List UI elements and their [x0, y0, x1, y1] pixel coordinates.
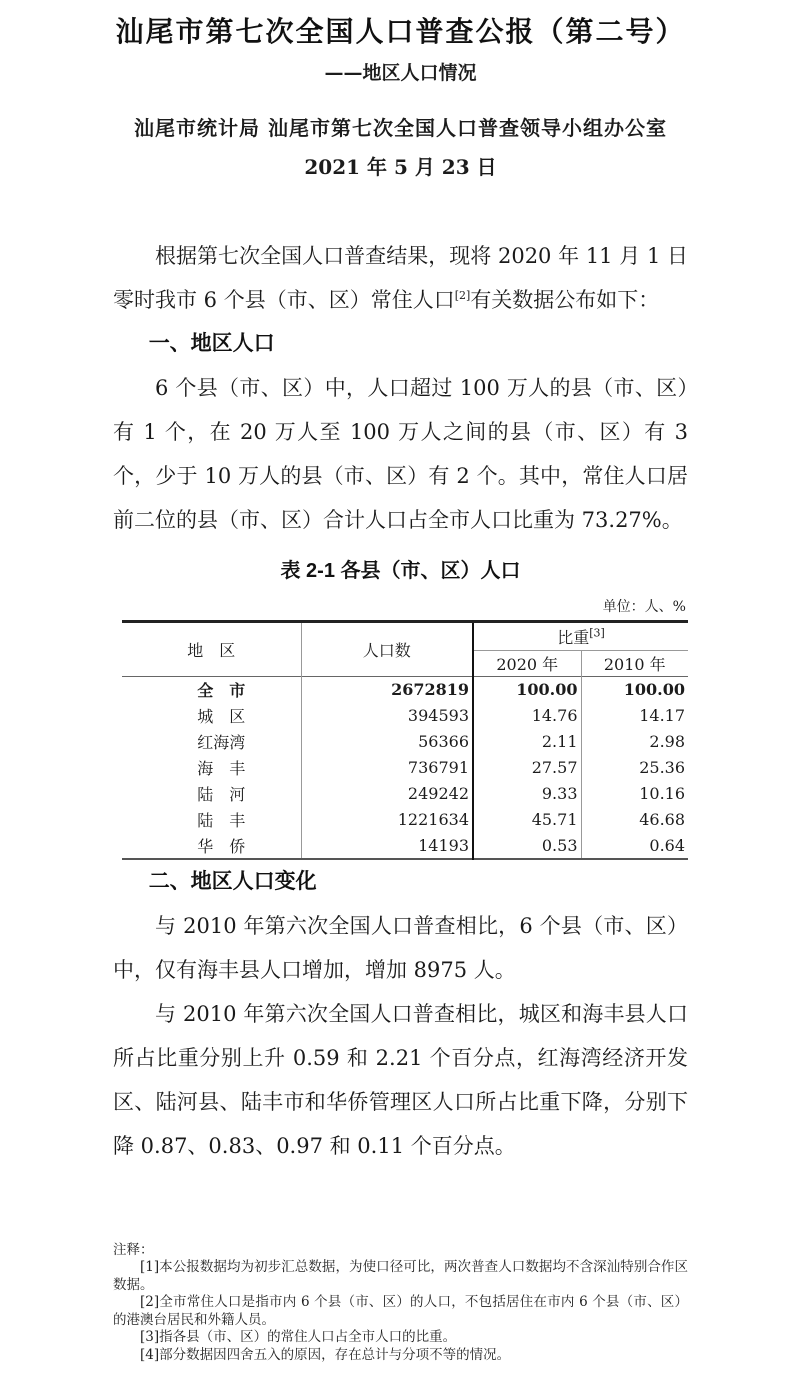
proportion-2020-value: 27.57 [473, 755, 581, 781]
proportion-2010-value: 2.98 [649, 732, 686, 751]
footnote-4: [4]部分数据因四舍五入的原因，存在总计与分项不等的情况。 [140, 1346, 511, 1363]
proportion-2020-value: 0.53 [473, 833, 581, 859]
population-table [122, 620, 688, 860]
region-name: 红海湾 [122, 729, 301, 755]
table-row-lufeng [122, 807, 688, 833]
region-name: 陆 河 [122, 781, 301, 807]
region-name: 全 市 [122, 677, 301, 703]
issuing-agencies: 汕尾市统计局 汕尾市第七次全国人口普查领导小组办公室 [134, 116, 667, 140]
region-name: 华 侨 [122, 833, 301, 859]
table-row-citywide [122, 677, 688, 703]
proportion-2020-value: 2.11 [473, 729, 581, 755]
population-value: 56366 [301, 729, 473, 755]
population-value: 1221634 [301, 807, 473, 833]
proportion-2020-value: 45.71 [473, 807, 581, 833]
proportion-2010-value: 46.68 [639, 810, 686, 829]
table-body [122, 677, 688, 859]
region-name: 陆 丰 [122, 807, 301, 833]
footnote-ref-2: [2] [454, 289, 471, 302]
proportion-2010-value: 100.00 [623, 680, 686, 700]
intro-text-after: 有关数据公布如下： [470, 288, 660, 312]
footnote-ref-3: [3] [589, 626, 605, 640]
intro-paragraph [113, 234, 688, 322]
region-name: 海 丰 [122, 755, 301, 781]
population-table-block [113, 556, 688, 860]
proportion-2020-value: 14.76 [473, 703, 581, 729]
proportion-2010-value: 14.17 [639, 706, 686, 725]
section-2-paragraph-2: 与 2010 年第六次全国人口普查相比，城区和海丰县人口所占比重分别上升 0.59 和 2.21 个百分点，红海湾经济开发区、陆河县、陆丰市和华侨管理区人口所占比重下降，分别下降 0.87、0.83、0.97 和 0.11 个百分点。 [113, 1001, 688, 1158]
proportion-2010-value: 0.64 [649, 835, 686, 855]
proportion-label: 比重 [557, 628, 590, 647]
table-row-honghaiwan [122, 729, 688, 755]
population-value: 2672819 [301, 677, 473, 703]
region-name: 城 区 [122, 703, 301, 729]
section-1-paragraph: 6 个县（市、区）中，人口超过 100 万人的县（市、区）有 1 个，在 20 万人至 100 万人之间的县（市、区）有 3 个，少于 10 万人的县（市、区）有 2 个。其中，常住人口居前二位的县（市、区）合计人口占全市人口比重为 73.27%。 [113, 376, 688, 532]
footnotes-label: 注释： [113, 1241, 154, 1258]
proportion-2010-value: 10.16 [639, 784, 686, 803]
population-value: 14193 [301, 833, 473, 859]
intro-text-before: 根据第七次全国人口普查结果，现将 2020 年 11 月 1 日零时我市 6 个县（市、区）常住人口 [113, 244, 688, 312]
footnote-2: [2]全市常住人口是指市内 6 个县（市、区）的人口，不包括居住在市内 6 个县（市、区）的港澳台居民和外籍人员。 [113, 1294, 688, 1328]
population-value: 394593 [301, 703, 473, 729]
table-header [122, 622, 688, 677]
table-row-luhe [122, 781, 688, 807]
proportion-2010-value: 25.36 [639, 758, 686, 777]
col-header-region: 地 区 [122, 622, 301, 677]
footnote-1: [1]本公报数据均为初步汇总数据，为使口径可比，两次普查人口数据均不含深汕特别合作区数据。 [113, 1259, 688, 1293]
col-header-proportion [473, 622, 688, 651]
col-header-2020: 2020 年 [473, 651, 581, 677]
footnotes-section [113, 1242, 688, 1365]
col-header-population: 人口数 [301, 622, 473, 677]
section-1-heading: 一、地区人口 [148, 332, 275, 355]
population-value: 736791 [301, 755, 473, 781]
table-unit-note: 单位：人、% [602, 599, 686, 615]
table-row-chengqu [122, 703, 688, 729]
population-value: 249242 [301, 781, 473, 807]
footnote-3: [3]指各县（市、区）的常住人口占全市人口的比重。 [140, 1329, 457, 1345]
table-row-haifeng [122, 755, 688, 781]
table-row-huaqiao [122, 833, 688, 859]
col-header-2010: 2010 年 [603, 655, 666, 674]
section-2-paragraph-1: 与 2010 年第六次全国人口普查相比，6 个县（市、区）中，仅有海丰县人口增加，增加 8975 人。 [113, 913, 688, 982]
document-title: 汕尾市第七次全国人口普查公报（第二号） [115, 16, 686, 47]
proportion-2020-value: 100.00 [473, 677, 581, 703]
section-2-heading: 二、地区人口变化 [148, 869, 317, 893]
publish-date: 2021 年 5 月 23 日 [304, 155, 497, 179]
document-subtitle: ——地区人口情况 [324, 62, 477, 84]
proportion-2020-value: 9.33 [473, 781, 581, 807]
table-title: 表 2-1 各县（市、区）人口 [280, 560, 521, 582]
